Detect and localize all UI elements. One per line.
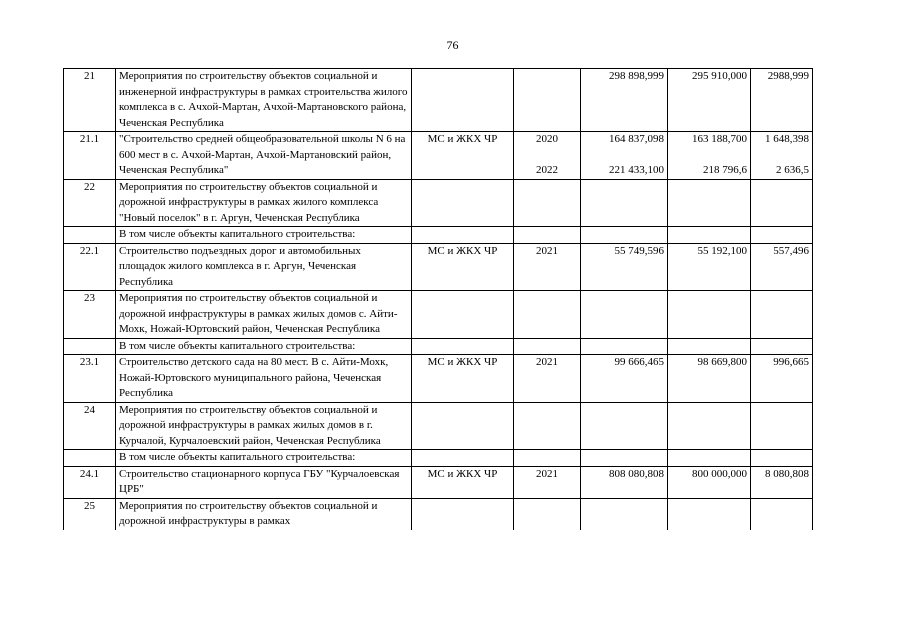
row-regional (751, 179, 813, 227)
row-description: В том числе объекты капитального строительства: (116, 450, 412, 467)
table-row (64, 355, 813, 403)
row-number: 24.1 (64, 466, 116, 498)
row-number: 22.1 (64, 243, 116, 291)
regional-stage-2: 2 636,5 (776, 163, 809, 176)
row-year (514, 291, 581, 339)
row-regional: 2988,999 (751, 69, 813, 132)
row-year (514, 69, 581, 132)
row-federal: 800 000,000 (668, 466, 751, 498)
row-organization (412, 291, 514, 339)
row-total: 55 749,596 (581, 243, 668, 291)
row-organization (412, 450, 514, 467)
row-federal (668, 338, 751, 355)
program-table (63, 68, 813, 530)
row-year (514, 498, 581, 530)
row-regional (751, 402, 813, 450)
table-row (64, 132, 813, 180)
row-year (514, 227, 581, 244)
row-total (581, 227, 668, 244)
row-number (64, 450, 116, 467)
row-organization (412, 69, 514, 132)
row-total (581, 402, 668, 450)
row-federal: 55 192,100 (668, 243, 751, 291)
row-total (581, 179, 668, 227)
table-row (64, 498, 813, 530)
row-regional: 8 080,808 (751, 466, 813, 498)
row-description: Мероприятия по строительству объектов социальной и дорожной инфраструктуры в рамках (116, 498, 412, 530)
row-organization (412, 498, 514, 530)
row-year (514, 402, 581, 450)
row-number: 23 (64, 291, 116, 339)
table-row (64, 466, 813, 498)
row-federal (668, 291, 751, 339)
row-organization: МС и ЖКХ ЧР (412, 132, 514, 180)
regional-stage-1: 1 648,398 (765, 133, 809, 145)
row-federal (668, 179, 751, 227)
table-row (64, 227, 813, 244)
year-stage-2: 2022 (536, 163, 558, 176)
row-regional (751, 450, 813, 467)
table-row (64, 291, 813, 339)
row-total (581, 498, 668, 530)
row-description: Строительство детского сада на 80 мест. В с. Айти-Мохк, Ножай-Юртовского муниципального района, Чеченская Республика (116, 355, 412, 403)
row-regional: 557,496 (751, 243, 813, 291)
total-stage-1: 164 837,098 (609, 133, 664, 145)
year-stage-1: 2020 (536, 133, 558, 145)
row-description: "Строительство средней общеобразовательной школы N 6 на 600 мест в с. Ачхой-Мартан, Ачхой-Мартановский район, Чеченская Республика" (116, 132, 412, 180)
table-row (64, 179, 813, 227)
table-row (64, 338, 813, 355)
row-description: Мероприятия по строительству объектов социальной и инженерной инфраструктуры в рамках строительства жилого комплекса в с. Ачхой-Мартан, Ачхой-Мартановского района, Чеченская Республика (116, 69, 412, 132)
row-number (64, 227, 116, 244)
row-description: Строительство подъездных дорог и автомобильных площадок жилого комплекса в г. Аргун, Чеченская Республика (116, 243, 412, 291)
row-year: 2021 (514, 243, 581, 291)
row-year (514, 338, 581, 355)
row-federal (668, 402, 751, 450)
row-year (514, 132, 581, 180)
row-description: Мероприятия по строительству объектов социальной и дорожной инфраструктуры в рамках жилых домов с. Айти-Мохк, Ножай-Юртовский район, Чеченская Республика (116, 291, 412, 339)
row-regional (751, 338, 813, 355)
row-organization (412, 179, 514, 227)
row-description: Мероприятия по строительству объектов социальной и дорожной инфраструктуры в рамках жилого комплекса "Новый поселок" в г. Аргун, Чеченская Республика (116, 179, 412, 227)
row-organization (412, 338, 514, 355)
row-federal (668, 132, 751, 180)
row-total (581, 132, 668, 180)
page-number: 76 (446, 38, 459, 52)
row-total: 298 898,999 (581, 69, 668, 132)
row-year (514, 450, 581, 467)
row-number: 24 (64, 402, 116, 450)
row-total (581, 338, 668, 355)
row-total: 99 666,465 (581, 355, 668, 403)
row-regional (751, 291, 813, 339)
row-organization: МС и ЖКХ ЧР (412, 355, 514, 403)
row-federal (668, 227, 751, 244)
row-regional (751, 132, 813, 180)
row-regional (751, 498, 813, 530)
row-number (64, 338, 116, 355)
row-federal: 295 910,000 (668, 69, 751, 132)
row-organization: МС и ЖКХ ЧР (412, 466, 514, 498)
row-organization (412, 227, 514, 244)
row-description: В том числе объекты капитального строительства: (116, 227, 412, 244)
row-description: Мероприятия по строительству объектов социальной и дорожной инфраструктуры в рамках жилых домов в г. Курчалой, Курчалоевский район, Чеченская Республика (116, 402, 412, 450)
total-stage-2: 221 433,100 (609, 163, 664, 176)
row-number: 25 (64, 498, 116, 530)
row-total (581, 291, 668, 339)
federal-stage-1: 163 188,700 (692, 133, 747, 145)
row-regional (751, 227, 813, 244)
row-year: 2021 (514, 466, 581, 498)
table-row (64, 450, 813, 467)
row-organization (412, 402, 514, 450)
row-total (581, 450, 668, 467)
row-federal (668, 450, 751, 467)
federal-stage-2: 218 796,6 (703, 163, 747, 176)
table-row (64, 243, 813, 291)
row-federal (668, 498, 751, 530)
row-year: 2021 (514, 355, 581, 403)
row-description: Строительство стационарного корпуса ГБУ "Курчалоевская ЦРБ" (116, 466, 412, 498)
row-number: 21 (64, 69, 116, 132)
table-row (64, 402, 813, 450)
row-total: 808 080,808 (581, 466, 668, 498)
row-number: 23.1 (64, 355, 116, 403)
row-number: 21.1 (64, 132, 116, 180)
row-organization: МС и ЖКХ ЧР (412, 243, 514, 291)
row-federal: 98 669,800 (668, 355, 751, 403)
row-year (514, 179, 581, 227)
row-description: В том числе объекты капитального строительства: (116, 338, 412, 355)
row-regional: 996,665 (751, 355, 813, 403)
row-number: 22 (64, 179, 116, 227)
table-row (64, 69, 813, 132)
